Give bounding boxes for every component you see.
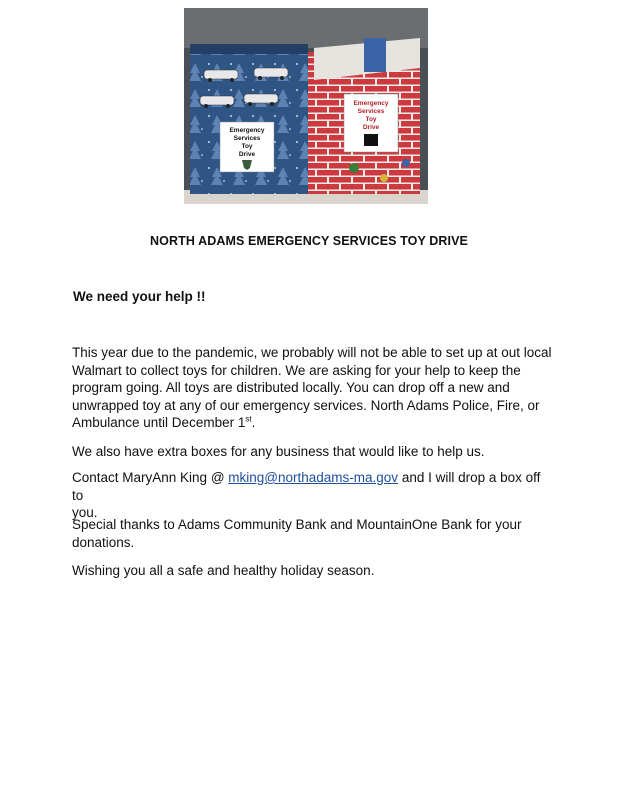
document-title: NORTH ADAMS EMERGENCY SERVICES TOY DRIVE xyxy=(150,234,468,248)
svg-text:Emergency: Emergency xyxy=(353,100,389,107)
paragraph-line: This year due to the pandemic, we probably will not be able to set up at out local xyxy=(72,345,552,360)
contact-paragraph xyxy=(72,469,552,522)
toy-drive-photo xyxy=(184,8,428,204)
paragraph-line: you. xyxy=(72,505,98,520)
svg-text:Emergency: Emergency xyxy=(229,127,265,134)
help-heading: We need your help !! xyxy=(73,289,206,304)
deadline-text: Ambulance until December 1 xyxy=(72,415,246,430)
paragraph-line: donations. xyxy=(72,534,135,550)
contact-text-end: and I will drop a box off to xyxy=(72,470,541,503)
paragraph-line xyxy=(72,469,552,504)
svg-text:Services: Services xyxy=(233,135,261,142)
svg-text:Toy: Toy xyxy=(365,116,377,123)
contact-text: Contact MaryAnn King @ xyxy=(72,470,229,485)
boxes-paragraph: We also have extra boxes for any business that would like to help us. xyxy=(72,444,485,459)
email-link[interactable]: mking@northadams-ma.gov xyxy=(228,470,399,485)
svg-text:Drive: Drive xyxy=(362,124,380,131)
paragraph-line xyxy=(72,414,552,432)
paragraph-line: program going. All toys are distributed locally. You can drop off a new and xyxy=(72,380,510,395)
intro-paragraph xyxy=(72,344,552,432)
paragraph-line: Walmart to collect toys for children. We are asking for your help to keep the xyxy=(72,362,521,378)
paragraph-line: unwrapped toy at any of our emergency services. North Adams Police, Fire, or xyxy=(72,397,540,413)
period: . xyxy=(251,415,256,430)
thanks-paragraph xyxy=(72,516,552,551)
svg-text:Toy: Toy xyxy=(241,143,253,150)
toy-boxes-illustration xyxy=(184,8,428,204)
svg-text:Services: Services xyxy=(357,108,385,115)
closing-paragraph: Wishing you all a safe and healthy holiday season. xyxy=(72,563,375,578)
svg-text:Drive: Drive xyxy=(238,151,256,158)
paragraph-line: Special thanks to Adams Community Bank and MountainOne Bank for your xyxy=(72,517,522,532)
ordinal-suffix: st xyxy=(245,414,252,424)
